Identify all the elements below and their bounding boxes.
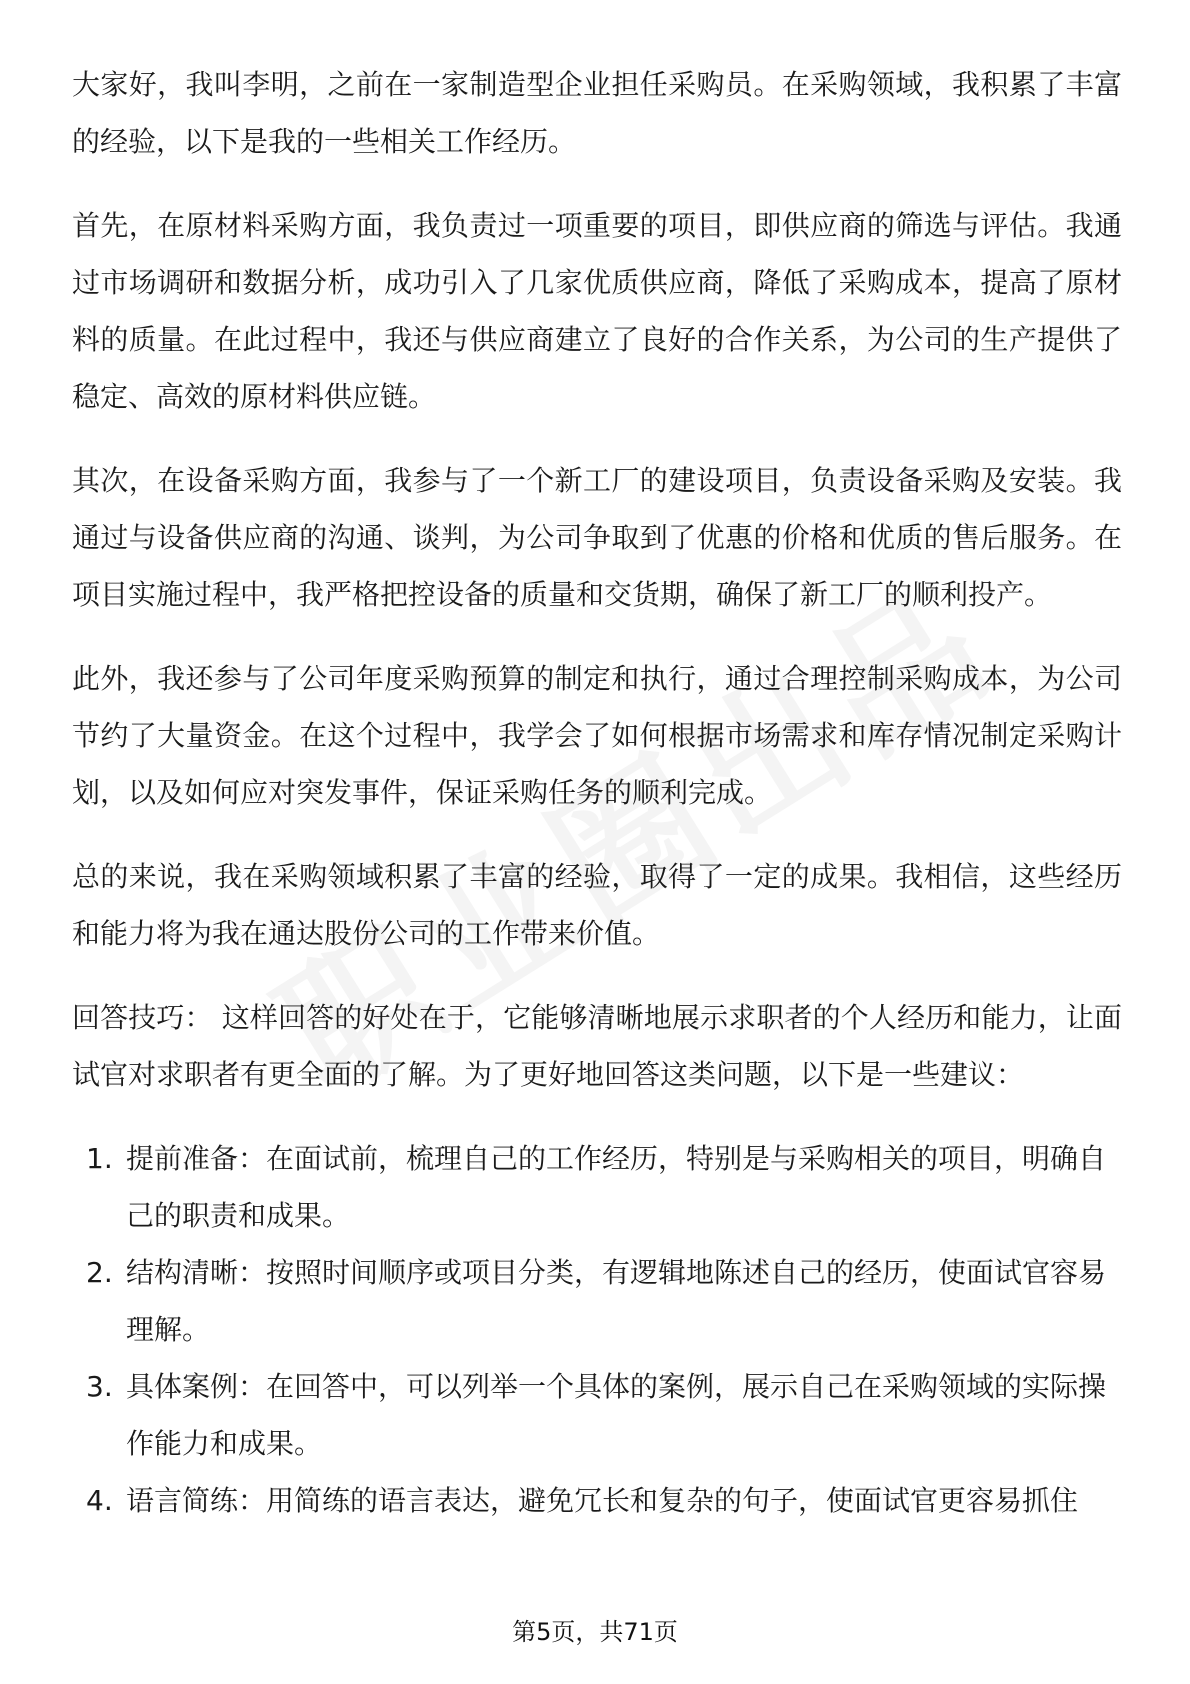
list-item (72, 1130, 1122, 1244)
paragraph-summary: 总的来说，我在采购领域积累了丰富的经验，取得了一定的成果。我相信，这些经历和能力将为我在通达股份公司的工作带来价值。 (72, 860, 1122, 950)
list-item-number: 4. (86, 1484, 113, 1517)
list-item-text: 提前准备：在面试前，梳理自己的工作经历，特别是与采购相关的项目，明确自己的职责和成果。 (126, 1142, 1107, 1232)
list-item (72, 1472, 1122, 1529)
list-item-number: 1. (86, 1142, 113, 1175)
list-item-number: 3. (86, 1370, 113, 1403)
paragraph-raw-materials: 首先，在原材料采购方面，我负责过一项重要的项目，即供应商的筛选与评估。我通过市场调研和数据分析，成功引入了几家优质供应商，降低了采购成本，提高了原材料的质量。在此过程中，我还与供应商建立了良好的合作关系，为公司的生产提供了稳定、高效的原材料供应链。 (72, 209, 1122, 413)
paragraph-equipment: 其次，在设备采购方面，我参与了一个新工厂的建设项目，负责设备采购及安装。我通过与设备供应商的沟通、谈判，为公司争取到了优惠的价格和优质的售后服务。在项目实施过程中，我严格把控设备的质量和交货期，确保了新工厂的顺利投产。 (72, 464, 1122, 611)
paragraph-budget: 此外，我还参与了公司年度采购预算的制定和执行，通过合理控制采购成本，为公司节约了大量资金。在这个过程中，我学会了如何根据市场需求和库存情况制定采购计划，以及如何应对突发事件，保证采购任务的顺利完成。 (72, 662, 1122, 809)
tips-list (72, 1130, 1122, 1529)
document-body (72, 56, 1122, 1529)
list-item-text: 具体案例：在回答中，可以列举一个具体的案例，展示自己在采购领域的实际操作能力和成果。 (126, 1370, 1107, 1460)
paragraph-intro: 大家好，我叫李明，之前在一家制造型企业担任采购员。在采购领域，我积累了丰富的经验，以下是我的一些相关工作经历。 (72, 68, 1122, 158)
page-number-footer: 第5页，共71页 (512, 1618, 678, 1646)
list-item-text: 结构清晰：按照时间顺序或项目分类，有逻辑地陈述自己的经历，使面试官容易理解。 (126, 1256, 1107, 1346)
list-item-number: 2. (86, 1256, 113, 1289)
list-item (72, 1244, 1122, 1358)
list-item-text: 语言简练：用简练的语言表达，避免冗长和复杂的句子，使面试官更容易抓住 (126, 1484, 1079, 1517)
paragraph-answer-tips: 回答技巧： 这样回答的好处在于，它能够清晰地展示求职者的个人经历和能力，让面试官对求职者有更全面的了解。为了更好地回答这类问题，以下是一些建议： (72, 1001, 1122, 1091)
list-item (72, 1358, 1122, 1472)
